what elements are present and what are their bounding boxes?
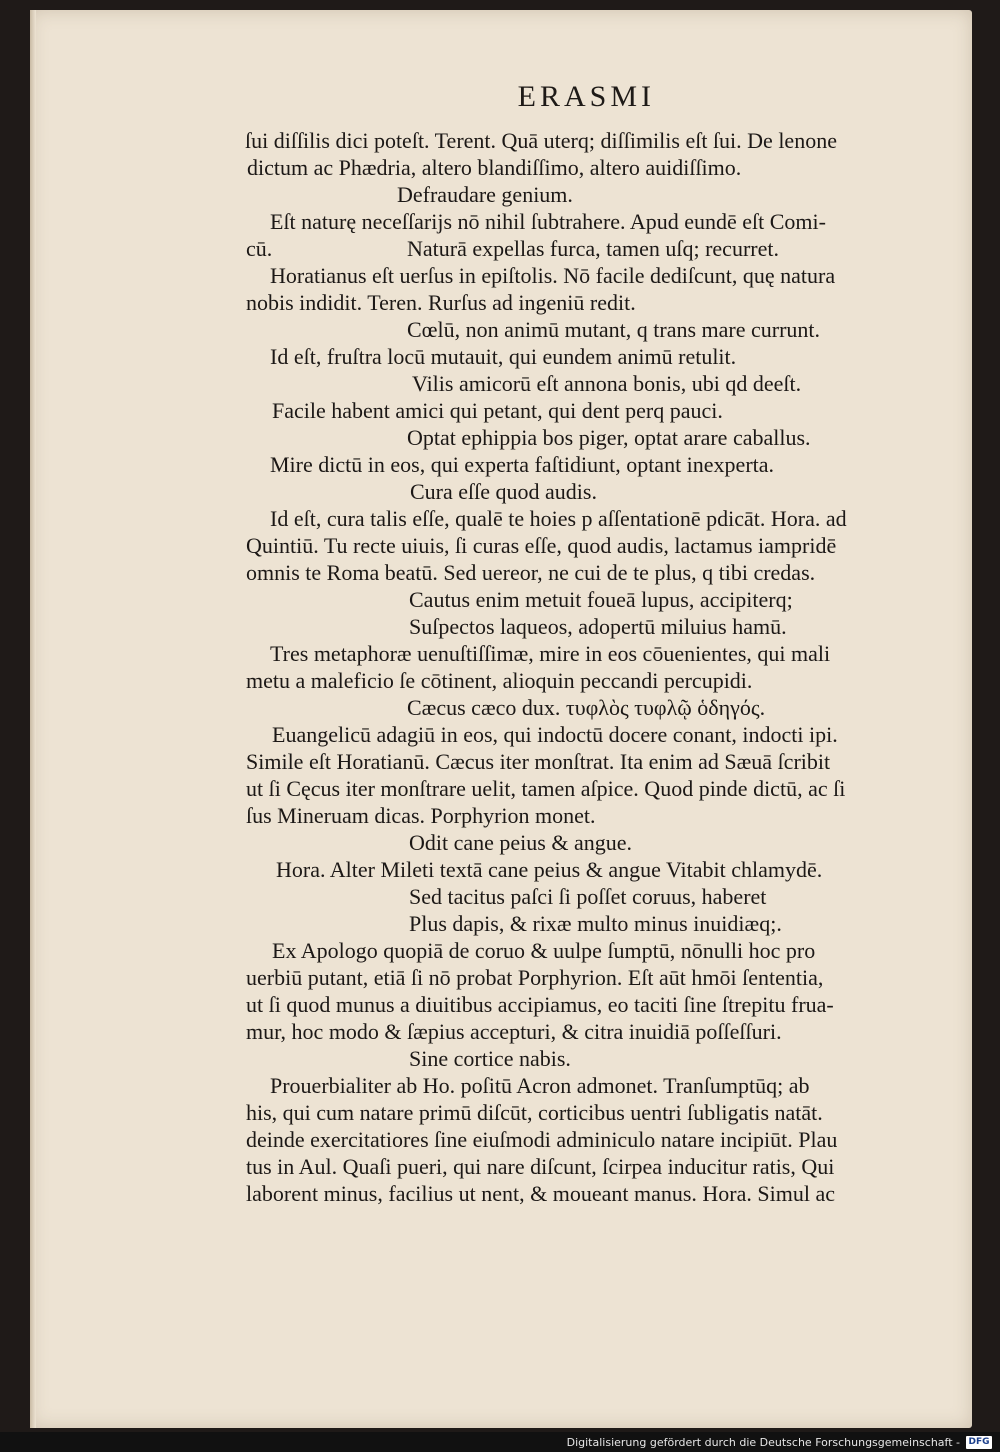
text-line: Sine cortice nabis. <box>409 1046 571 1071</box>
text-line: tus in Aul. Quaſi pueri, qui nare diſcunt, ſcirpea inducitur ratis, Qui <box>246 1154 835 1179</box>
text-line: laborent minus, facilius ut nent, & moueant manus. Hora. Simul ac <box>246 1181 835 1206</box>
text-line: Cautus enim metuit foueā lupus, accipiterq; <box>409 587 793 612</box>
dfg-logo: DFG <box>966 1436 992 1449</box>
text-line: Ex Apologo quopiā de coruo & uulpe ſumptū, nōnulli hoc pro <box>272 938 816 963</box>
text-line: Odit cane peius & angue. <box>409 830 632 855</box>
text-line: Defraudare genium. <box>397 182 573 207</box>
text-line: Simile eſt Horatianū. Cæcus iter monſtrat. Ita enim ad Sæuā ſcribit <box>246 749 831 774</box>
text-line: omnis te Roma beatū. Sed uereor, ne cui de te plus, q tibi credas. <box>246 560 816 585</box>
text-line: ſus Mineruam dicas. Porphyrion monet. <box>246 803 596 828</box>
text-line: Cura eſſe quod audis. <box>410 479 597 504</box>
text-line: ut ſi quod munus a diuitibus accipiamus, eo taciti ſine ſtrepitu frua- <box>246 992 834 1017</box>
running-head: ERASMI <box>517 80 655 113</box>
text-line: cū. <box>246 236 273 261</box>
text-line: Facile habent amici qui petant, qui dent perq pauci. <box>272 398 723 423</box>
page-edge <box>30 10 36 1428</box>
text-line: Eſt naturę neceſſarijs nō nihil ſubtrahere. Apud eundē eſt Comi- <box>270 209 826 234</box>
text-line: dictum ac Phædria, altero blandiſſimo, altero auidiſſimo. <box>247 155 742 180</box>
text-line: Hora. Alter Mileti textā cane peius & angue Vitabit chlamydē. <box>276 857 823 882</box>
text-line: nobis indidit. Teren. Rurſus ad ingeniū redit. <box>246 290 636 315</box>
digitization-credit: Digitalisierung gefördert durch die Deutsche Forschungsgemeinschaft - <box>566 1436 960 1449</box>
text-line: Prouerbialiter ab Ho. poſitū Acron admonet. Tranſumptūq; ab <box>270 1073 810 1098</box>
text-line: mur, hoc modo & ſæpius accepturi, & citra inuidiā poſſeſſuri. <box>246 1019 782 1044</box>
text-line: Quintiū. Tu recte uiuis, ſi curas eſſe, quod audis, lactamus iampridē <box>246 533 837 558</box>
text-line: Naturā expellas furca, tamen uſq; recurret. <box>407 236 779 261</box>
text-line: ut ſi Cęcus iter monſtrare uelit, tamen aſpice. Quod pinde dictū, ac ſi <box>246 776 846 801</box>
text-line: Horatianus eſt uerſus in epiſtolis. Nō facile dediſcunt, quę natura <box>270 263 836 288</box>
text-line: Optat ephippia bos piger, optat arare caballus. <box>407 425 811 450</box>
text-line: deinde exercitatiores ſine eiuſmodi adminiculo natare incipiūt. Plau <box>246 1127 838 1152</box>
text-line: Cæcus cæco dux. τυφλὸς τυφλῷ ὁδηγός. <box>407 695 766 720</box>
text-line: Id eſt, fruſtra locū mutauit, qui eundem animū retulit. <box>270 344 737 369</box>
text-line: Id eſt, cura talis eſſe, qualē te hoies p aſſentationē pdicāt. Hora. ad <box>270 506 847 531</box>
text-line: Cœlū, non animū mutant, q trans mare currunt. <box>407 317 821 342</box>
text-line: Plus dapis, & rixæ multo minus inuidiæq;. <box>409 911 782 936</box>
text-line: Mire dictū in eos, qui experta faſtidiunt, optant inexperta. <box>270 452 775 477</box>
text-line: Euangelicū adagiū in eos, qui indoctū docere conant, indocti ipi. <box>272 722 838 747</box>
text-line: Sed tacitus paſci ſi poſſet coruus, haberet <box>409 884 767 909</box>
text-line: uerbiū putant, etiā ſi nō probat Porphyrion. Eſt aūt hmōi ſententia, <box>246 965 824 990</box>
text-line: Suſpectos laqueos, adopertū miluius hamū. <box>409 614 787 639</box>
text-line: ſui diſſilis dici poteſt. Terent. Quā uterq; diſſimilis eſt ſui. De lenone <box>245 128 837 153</box>
text-line: metu a maleficio ſe cōtinent, alioquin peccandi percupidi. <box>246 668 753 693</box>
text-line: Tres metaphoræ uenuſtiſſimæ, mire in eos cōuenientes, qui mali <box>270 641 831 666</box>
text-line: Vilis amicorū eſt annona bonis, ubi qd deeſt. <box>412 371 802 396</box>
text-line: his, qui cum natare primū diſcūt, corticibus uentri ſubligatis natāt. <box>246 1100 823 1125</box>
